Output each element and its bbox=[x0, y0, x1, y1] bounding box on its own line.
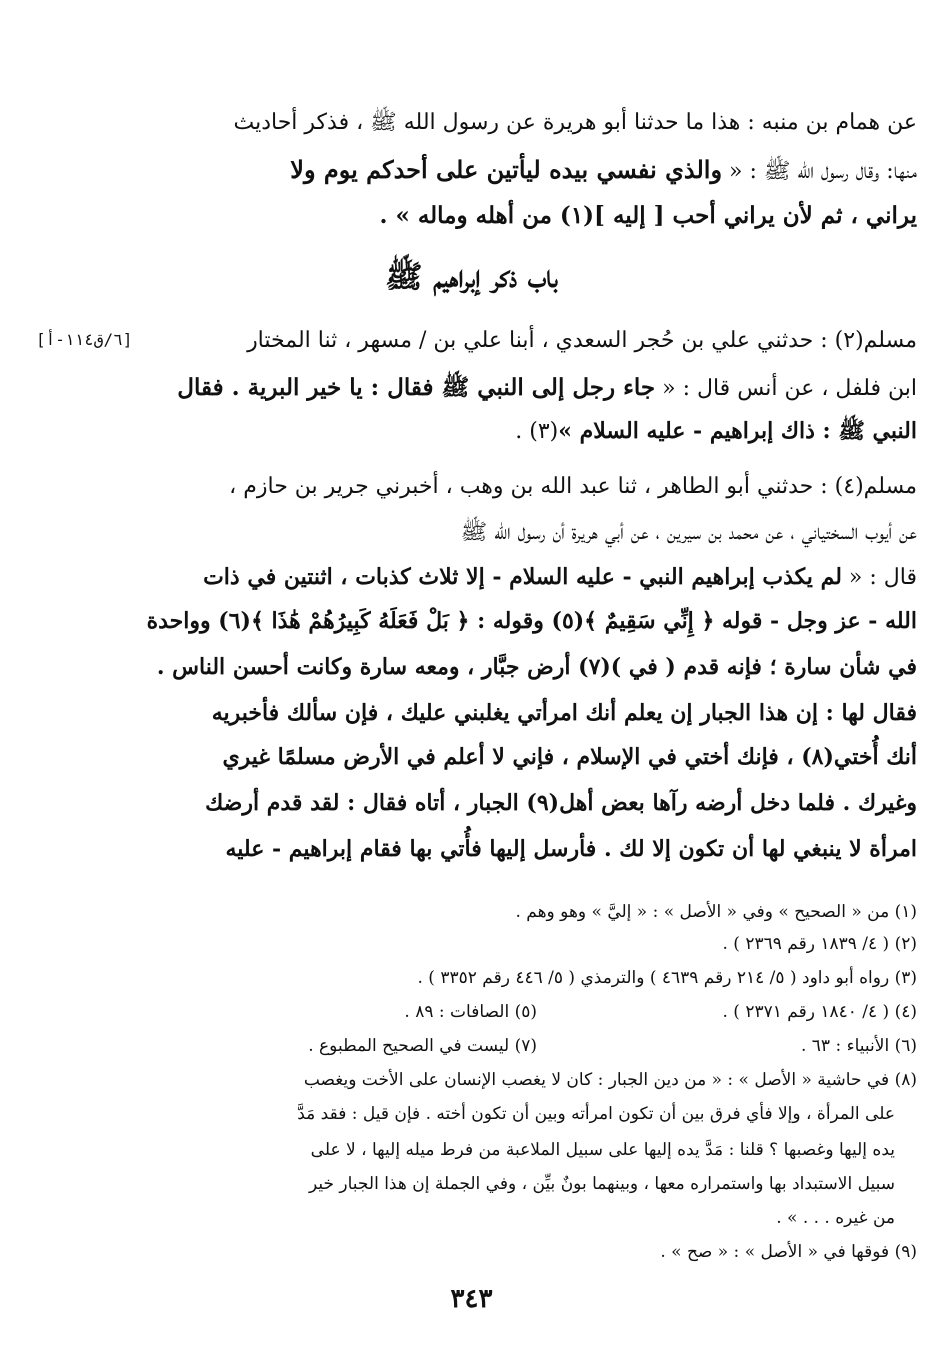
hadith1-line-2-bold: جاء رجل إلى النبي ﷺ فقال : يا خير البرية . فقال bbox=[177, 374, 656, 401]
footnote-5: (٥) الصافات : ٨٩ . bbox=[404, 1002, 537, 1022]
footnote-1: (١) من « الصحيح » وفي « الأصل » : « إليَّ » وهو وهم . bbox=[515, 902, 917, 922]
footnote-8-line-4: سبيل الاستبداد بها واستمراره معها ، وبينهما بونٌ بيِّن ، وفي الجملة إن هذا الجبار خير bbox=[308, 1174, 895, 1194]
margin-manuscript-reference: [٦/ق١١٤-أ] bbox=[36, 330, 133, 349]
footnote-8-line-5: من غيره . . . » . bbox=[776, 1208, 895, 1228]
intro-line-1: عن همام بن منبه : هذا ما حدثنا أبو هريرة عن رسول الله ﷺ ، فذكر أحاديث bbox=[233, 110, 917, 135]
intro-line-2 bbox=[290, 155, 917, 184]
footnote-4: (٤) ( ٤/ ١٨٤٠ رقم ٢٣٧١ ) . bbox=[722, 1002, 917, 1022]
footnote-7: (٧) ليست في الصحيح المطبوع . bbox=[308, 1036, 537, 1056]
hadith1-line-3-bold: النبي ﷺ : ذاك إبراهيم - عليه السلام » bbox=[558, 418, 917, 444]
hadith2-line-6: فقال لها : إن هذا الجبار إن يعلم أنك امرأتي يغلبني عليك ، فإن سألك فأخبريه bbox=[211, 700, 917, 726]
hadith1-line-1: مسلم(٢) : حدثني علي بن حُجر السعدي ، أبنا علي بن / مسهر ، ثنا المختار bbox=[247, 328, 917, 353]
hadith1-line-2-plain: ابن فلفل ، عن أنس قال : « bbox=[655, 376, 917, 401]
hadith1-line-3-plain: (٣) . bbox=[515, 419, 559, 444]
footnote-6: (٦) الأنبياء : ٦٣ . bbox=[800, 1036, 917, 1056]
hadith2-line-5: في شأن سارة ؛ فإنه قدم ( في )(٧) أرض جبَّار ، ومعه سارة وكانت أحسن الناس . bbox=[156, 654, 917, 680]
hadith2-line-9: امرأة لا ينبغي لها أن تكون إلا لك . فأرسل إليها فأُتي بها فقام إبراهيم - عليه bbox=[225, 836, 917, 862]
footnote-3: (٣) رواه أبو داود ( ٥/ ٢١٤ رقم ٤٦٣٩ ) والترمذي ( ٥/ ٤٤٦ رقم ٣٣٥٢ ) . bbox=[417, 968, 917, 988]
page-number: ٣٤٣ bbox=[450, 1284, 493, 1314]
intro-line-2-bold: والذي نفسي بيده ليأتين على أحدكم يوم ولا bbox=[290, 155, 723, 184]
hadith2-line-1: مسلم(٤) : حدثني أبو الطاهر ، ثنا عبد الله بن وهب ، أخبرني جرير بن حازم ، bbox=[229, 474, 917, 499]
chapter-heading: باب ذكر إبراهيم ﷺ bbox=[385, 259, 558, 295]
footnote-2: (٢) ( ٤/ ١٨٣٩ رقم ٢٣٦٩ ) . bbox=[722, 934, 917, 954]
hadith2-line-7: أنك أُختي(٨) ، فإنك أختي في الإسلام ، فإني لا أعلم في الأرض مسلمًا غيري bbox=[222, 744, 917, 770]
hadith2-line-3-plain: قال : « bbox=[841, 565, 917, 590]
intro-line-2-plain: منها: وقال رسول الله ﷺ : « bbox=[722, 159, 917, 184]
hadith1-line-3 bbox=[515, 420, 917, 443]
footnote-8-line-2: على المرأة ، وإلا فأي فرق بين أن تكون امرأته وبين أن تكون أخته . فإن قيل : فقد مَدَّ bbox=[297, 1104, 895, 1124]
hadith2-line-4: الله - عز وجل - قوله ﴿ إِنِّي سَقِيمٌ ﴾(٥) وقوله : ﴿ بَلْ فَعَلَهُ كَبِيرُهُمْ هَٰذَا ﴾(٦) وواحدة bbox=[146, 608, 917, 634]
hadith2-line-2: عن أيوب السختياني ، عن محمد بن سيرين ، عن أبي هريرة أن رسول الله ﷺ bbox=[460, 520, 917, 545]
hadith2-line-3-bold: لم يكذب إبراهيم النبي - عليه السلام - إلا ثلاث كذبات ، اثنتين في ذات bbox=[203, 564, 842, 590]
intro-line-3: يراني ، ثم لأن يراني أحب [ إليه ](١) من أهله وماله » . bbox=[379, 202, 917, 229]
hadith1-line-2 bbox=[177, 376, 917, 400]
hadith2-line-3 bbox=[203, 566, 917, 589]
footnote-8-line-3: يده إليها وغصبها ؟ قلنا : مَدَّ يده إليها على سبيل الملاعبة من فرط ميله إليها ، لا على bbox=[310, 1140, 895, 1160]
footnote-9: (٩) فوقها في « الأصل » : « صح » . bbox=[660, 1242, 917, 1262]
hadith2-line-8: وغيرك . فلما دخل أرضه رآها بعض أهل(٩) الجبار ، أتاه فقال : لقد قدم أرضك bbox=[205, 790, 917, 816]
footnote-8-line-1: (٨) في حاشية « الأصل » : « من دين الجبار : كان لا يغصب الإنسان على الأخت ويغصب bbox=[303, 1070, 917, 1090]
